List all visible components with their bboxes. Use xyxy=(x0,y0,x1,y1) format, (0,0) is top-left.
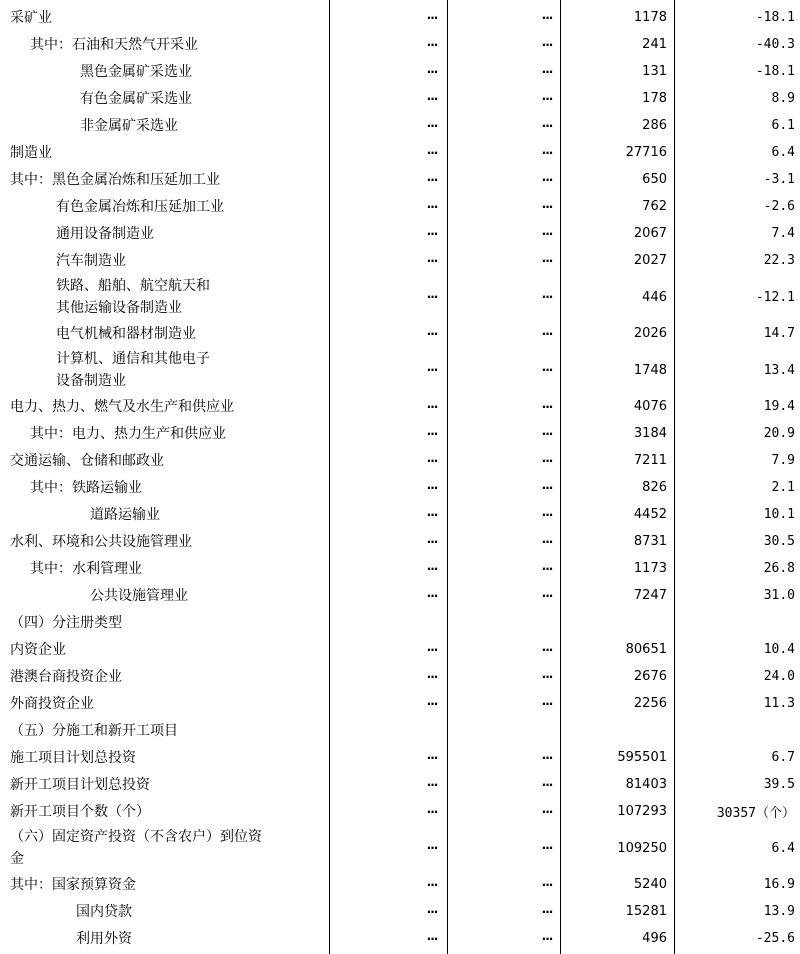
table-row xyxy=(0,320,800,347)
row-label-line: 外商投资企业 xyxy=(10,695,94,712)
row-label xyxy=(10,798,328,825)
row-label xyxy=(10,58,398,85)
growth-rate-cell: 20.9 xyxy=(763,426,795,441)
row-label xyxy=(10,717,328,744)
row-label xyxy=(10,771,328,798)
row-label xyxy=(10,609,328,636)
value-cell: 81403 xyxy=(625,777,667,792)
value-cell: 5240 xyxy=(633,877,667,892)
growth-rate-cell: 6.7 xyxy=(771,750,795,765)
value-cell: 446 xyxy=(642,289,667,305)
row-label xyxy=(10,501,408,528)
growth-rate-cell: 10.4 xyxy=(763,642,795,657)
table-row xyxy=(0,582,800,609)
growth-rate-cell: -40.3 xyxy=(755,37,795,52)
row-label xyxy=(10,274,374,320)
placeholder-cell-1: ··· xyxy=(426,696,438,711)
placeholder-cell-1: ··· xyxy=(426,588,438,603)
row-label xyxy=(10,31,348,58)
placeholder-cell-2: ··· xyxy=(541,804,553,819)
row-label-line: 计算机、通信和其他电子 xyxy=(56,351,210,367)
growth-rate-cell: -3.1 xyxy=(763,172,795,187)
growth-rate-cell: 13.9 xyxy=(763,904,795,919)
placeholder-cell-2: ··· xyxy=(541,696,553,711)
value-cell: 826 xyxy=(642,480,667,495)
placeholder-cell-2: ··· xyxy=(541,904,553,919)
row-label xyxy=(10,347,374,393)
placeholder-cell-1: ··· xyxy=(426,326,438,341)
placeholder-cell-2: ··· xyxy=(541,172,553,187)
table-row xyxy=(0,925,800,952)
placeholder-cell-2: ··· xyxy=(541,290,553,304)
placeholder-cell-1: ··· xyxy=(426,931,438,946)
row-label-line: 设备制造业 xyxy=(56,373,126,389)
table-row xyxy=(0,347,800,393)
row-label-line: 有色金属矿采选业 xyxy=(80,90,192,107)
growth-rate-cell: 7.9 xyxy=(771,453,795,468)
row-label xyxy=(10,166,328,193)
placeholder-cell-1: ··· xyxy=(426,199,438,214)
value-cell: 15281 xyxy=(625,904,667,919)
table-row xyxy=(0,85,800,112)
row-label-line: （五）分施工和新开工项目 xyxy=(10,722,178,739)
placeholder-cell-2: ··· xyxy=(541,226,553,241)
row-label-line: 其中：铁路运输业 xyxy=(30,479,142,496)
row-label xyxy=(10,85,398,112)
placeholder-cell-1: ··· xyxy=(426,10,438,25)
table-row xyxy=(0,193,800,220)
growth-rate-cell xyxy=(675,717,795,744)
placeholder-cell-2: ··· xyxy=(541,642,553,657)
row-label-line: 新开工项目个数（个） xyxy=(10,803,150,820)
row-label-line: 水利、环境和公共设施管理业 xyxy=(10,533,192,550)
value-cell: 131 xyxy=(642,64,667,79)
row-label-line: 其中：电力、热力生产和供应业 xyxy=(30,425,226,442)
table-row xyxy=(0,663,800,690)
row-label xyxy=(10,393,328,420)
row-label-line: 港澳台商投资企业 xyxy=(10,668,122,685)
row-label-line: 新开工项目计划总投资 xyxy=(10,776,150,793)
placeholder-cell-1: ··· xyxy=(426,534,438,549)
growth-rate-cell: 6.4 xyxy=(771,840,795,856)
value-cell: 1173 xyxy=(633,561,667,576)
value-cell: 7247 xyxy=(633,588,667,603)
row-label xyxy=(10,247,374,274)
placeholder-cell-1: ··· xyxy=(426,453,438,468)
placeholder-cell-1: ··· xyxy=(426,507,438,522)
placeholder-cell-2 xyxy=(533,717,561,744)
row-label-line: 汽车制造业 xyxy=(56,252,126,269)
value-cell: 1178 xyxy=(633,10,667,25)
growth-rate-cell: 39.5 xyxy=(763,777,795,792)
row-label xyxy=(10,925,394,952)
table-row xyxy=(0,4,800,31)
table-row xyxy=(0,393,800,420)
placeholder-cell-1: ··· xyxy=(426,172,438,187)
value-cell: 286 xyxy=(642,118,667,133)
table-row xyxy=(0,220,800,247)
placeholder-cell-1: ··· xyxy=(426,118,438,133)
row-label xyxy=(10,636,328,663)
table-row xyxy=(0,609,800,636)
row-label-line: （六）固定资产投资（不含农户）到位资 xyxy=(10,829,262,845)
placeholder-cell-2: ··· xyxy=(541,507,553,522)
row-label-line: 其中：国家预算资金 xyxy=(10,876,136,893)
growth-rate-cell: 13.4 xyxy=(763,362,795,378)
placeholder-cell-2: ··· xyxy=(541,480,553,495)
table-row xyxy=(0,771,800,798)
table-row xyxy=(0,555,800,582)
row-label-line: （四）分注册类型 xyxy=(10,614,122,631)
placeholder-cell-2: ··· xyxy=(541,118,553,133)
row-label-line: 利用外资 xyxy=(76,930,132,947)
placeholder-cell-2: ··· xyxy=(541,534,553,549)
row-label xyxy=(10,663,328,690)
placeholder-cell-1: ··· xyxy=(426,904,438,919)
row-label-line: 交通运输、仓储和邮政业 xyxy=(10,452,164,469)
placeholder-cell-1: ··· xyxy=(426,363,438,377)
placeholder-cell-2: ··· xyxy=(541,588,553,603)
growth-rate-cell: -12.1 xyxy=(755,289,795,305)
placeholder-cell-2: ··· xyxy=(541,669,553,684)
row-label xyxy=(10,474,348,501)
value-cell: 650 xyxy=(642,172,667,187)
table-row xyxy=(0,447,800,474)
placeholder-cell-2 xyxy=(533,609,561,636)
placeholder-cell-1 xyxy=(418,717,446,744)
growth-rate-cell: 19.4 xyxy=(763,399,795,414)
row-label-line: 道路运输业 xyxy=(90,506,160,523)
row-label xyxy=(10,744,328,771)
placeholder-cell-1: ··· xyxy=(426,226,438,241)
growth-rate-cell: 14.7 xyxy=(763,326,795,341)
placeholder-cell-2: ··· xyxy=(541,453,553,468)
table-row xyxy=(0,58,800,85)
value-cell xyxy=(561,717,667,744)
growth-rate-cell: 6.1 xyxy=(771,118,795,133)
table-row xyxy=(0,798,800,825)
placeholder-cell-1: ··· xyxy=(426,804,438,819)
table-row xyxy=(0,31,800,58)
value-cell xyxy=(561,609,667,636)
row-label xyxy=(10,220,374,247)
row-label xyxy=(10,528,328,555)
value-cell: 4076 xyxy=(633,399,667,414)
row-label-line: 铁路、船舶、航空航天和 xyxy=(56,278,210,294)
row-label-line: 其他运输设备制造业 xyxy=(56,300,182,316)
growth-rate-cell: -25.6 xyxy=(755,931,795,946)
table-row xyxy=(0,717,800,744)
row-label-line: 金 xyxy=(10,851,24,867)
table-row xyxy=(0,166,800,193)
growth-rate-cell: -2.6 xyxy=(763,199,795,214)
value-cell: 595501 xyxy=(617,750,667,765)
row-label-line: 采矿业 xyxy=(10,9,52,26)
row-label-line: 电气机械和器材制造业 xyxy=(56,325,196,342)
row-label xyxy=(10,320,374,347)
value-cell: 3184 xyxy=(633,426,667,441)
placeholder-cell-2: ··· xyxy=(541,199,553,214)
value-cell: 2676 xyxy=(633,669,667,684)
value-cell: 496 xyxy=(642,931,667,946)
table-row xyxy=(0,825,800,871)
row-label xyxy=(10,193,374,220)
row-label xyxy=(10,447,328,474)
placeholder-cell-2: ··· xyxy=(541,877,553,892)
growth-rate-cell: 26.8 xyxy=(763,561,795,576)
table-row xyxy=(0,474,800,501)
row-label-line: 通用设备制造业 xyxy=(56,225,154,242)
value-cell: 8731 xyxy=(633,534,667,549)
growth-rate-cell: 30.5 xyxy=(763,534,795,549)
table-row xyxy=(0,898,800,925)
placeholder-cell-1: ··· xyxy=(426,877,438,892)
placeholder-cell-1: ··· xyxy=(426,91,438,106)
row-label xyxy=(10,112,398,139)
growth-rate-cell: 2.1 xyxy=(771,480,795,495)
placeholder-cell-2: ··· xyxy=(541,326,553,341)
growth-rate-cell: 6.4 xyxy=(771,145,795,160)
value-cell: 1748 xyxy=(633,362,667,378)
row-label xyxy=(10,139,328,166)
row-label xyxy=(10,4,328,31)
table-row xyxy=(0,420,800,447)
table-row xyxy=(0,744,800,771)
growth-rate-cell: 10.1 xyxy=(763,507,795,522)
placeholder-cell-1: ··· xyxy=(426,399,438,414)
growth-rate-cell: 24.0 xyxy=(763,669,795,684)
growth-rate-cell: -18.1 xyxy=(755,10,795,25)
placeholder-cell-1: ··· xyxy=(426,145,438,160)
placeholder-cell-2: ··· xyxy=(541,399,553,414)
value-cell: 7211 xyxy=(633,453,667,468)
placeholder-cell-1: ··· xyxy=(426,750,438,765)
table-row xyxy=(0,636,800,663)
row-label-line: 国内贷款 xyxy=(76,903,132,920)
row-label-line: 其中：黑色金属冶炼和压延加工业 xyxy=(10,171,220,188)
placeholder-cell-2: ··· xyxy=(541,561,553,576)
row-label-line: 制造业 xyxy=(10,144,52,161)
placeholder-cell-1: ··· xyxy=(426,669,438,684)
row-label-line: 施工项目计划总投资 xyxy=(10,749,136,766)
placeholder-cell-2: ··· xyxy=(541,750,553,765)
growth-rate-cell: -18.1 xyxy=(755,64,795,79)
value-cell: 241 xyxy=(642,37,667,52)
placeholder-cell-2: ··· xyxy=(541,931,553,946)
row-label xyxy=(10,825,328,871)
growth-rate-cell: 7.4 xyxy=(771,226,795,241)
growth-rate-cell: 31.0 xyxy=(763,588,795,603)
placeholder-cell-1: ··· xyxy=(426,426,438,441)
table-row xyxy=(0,501,800,528)
value-cell: 2067 xyxy=(633,226,667,241)
placeholder-cell-2: ··· xyxy=(541,37,553,52)
placeholder-cell-2: ··· xyxy=(541,363,553,377)
row-label xyxy=(10,898,394,925)
row-label-line: 其中：石油和天然气开采业 xyxy=(30,36,198,53)
growth-rate-cell: 30357（个） xyxy=(716,806,795,821)
value-cell: 178 xyxy=(642,91,667,106)
placeholder-cell-1: ··· xyxy=(426,253,438,268)
placeholder-cell-2: ··· xyxy=(541,426,553,441)
row-label-line: 内资企业 xyxy=(10,641,66,658)
growth-rate-cell: 16.9 xyxy=(763,877,795,892)
placeholder-cell-1: ··· xyxy=(426,37,438,52)
placeholder-cell-1: ··· xyxy=(426,290,438,304)
row-label-line: 有色金属冶炼和压延加工业 xyxy=(56,198,224,215)
table-row xyxy=(0,690,800,717)
table-row xyxy=(0,139,800,166)
placeholder-cell-1: ··· xyxy=(426,480,438,495)
value-cell: 2026 xyxy=(633,326,667,341)
placeholder-cell-2: ··· xyxy=(541,10,553,25)
value-cell: 2256 xyxy=(633,696,667,711)
value-cell: 2027 xyxy=(633,253,667,268)
growth-rate-cell: 11.3 xyxy=(763,696,795,711)
value-cell: 109250 xyxy=(617,840,667,856)
growth-rate-cell xyxy=(675,609,795,636)
placeholder-cell-2: ··· xyxy=(541,841,553,855)
row-label-line: 公共设施管理业 xyxy=(90,587,188,604)
placeholder-cell-1: ··· xyxy=(426,777,438,792)
placeholder-cell-1 xyxy=(418,609,446,636)
table-row xyxy=(0,112,800,139)
table-row xyxy=(0,247,800,274)
value-cell: 4452 xyxy=(633,507,667,522)
table-row xyxy=(0,871,800,898)
row-label xyxy=(10,871,328,898)
placeholder-cell-1: ··· xyxy=(426,64,438,79)
value-cell: 762 xyxy=(642,199,667,214)
row-label xyxy=(10,555,348,582)
value-cell: 80651 xyxy=(625,642,667,657)
table-row xyxy=(0,528,800,555)
row-label xyxy=(10,582,408,609)
placeholder-cell-2: ··· xyxy=(541,145,553,160)
placeholder-cell-1: ··· xyxy=(426,841,438,855)
placeholder-cell-2: ··· xyxy=(541,253,553,268)
row-label xyxy=(10,690,328,717)
placeholder-cell-2: ··· xyxy=(541,777,553,792)
row-label-line: 非金属矿采选业 xyxy=(80,117,178,134)
growth-rate-cell: 22.3 xyxy=(763,253,795,268)
value-cell: 27716 xyxy=(625,145,667,160)
value-cell: 107293 xyxy=(617,804,667,819)
table-row xyxy=(0,274,800,320)
row-label-line: 其中：水利管理业 xyxy=(30,560,142,577)
growth-rate-cell: 8.9 xyxy=(771,91,795,106)
row-label xyxy=(10,420,348,447)
placeholder-cell-1: ··· xyxy=(426,642,438,657)
placeholder-cell-2: ··· xyxy=(541,91,553,106)
placeholder-cell-2: ··· xyxy=(541,64,553,79)
row-label-line: 电力、热力、燃气及水生产和供应业 xyxy=(10,398,234,415)
row-label-line: 黑色金属矿采选业 xyxy=(80,63,192,80)
placeholder-cell-1: ··· xyxy=(426,561,438,576)
